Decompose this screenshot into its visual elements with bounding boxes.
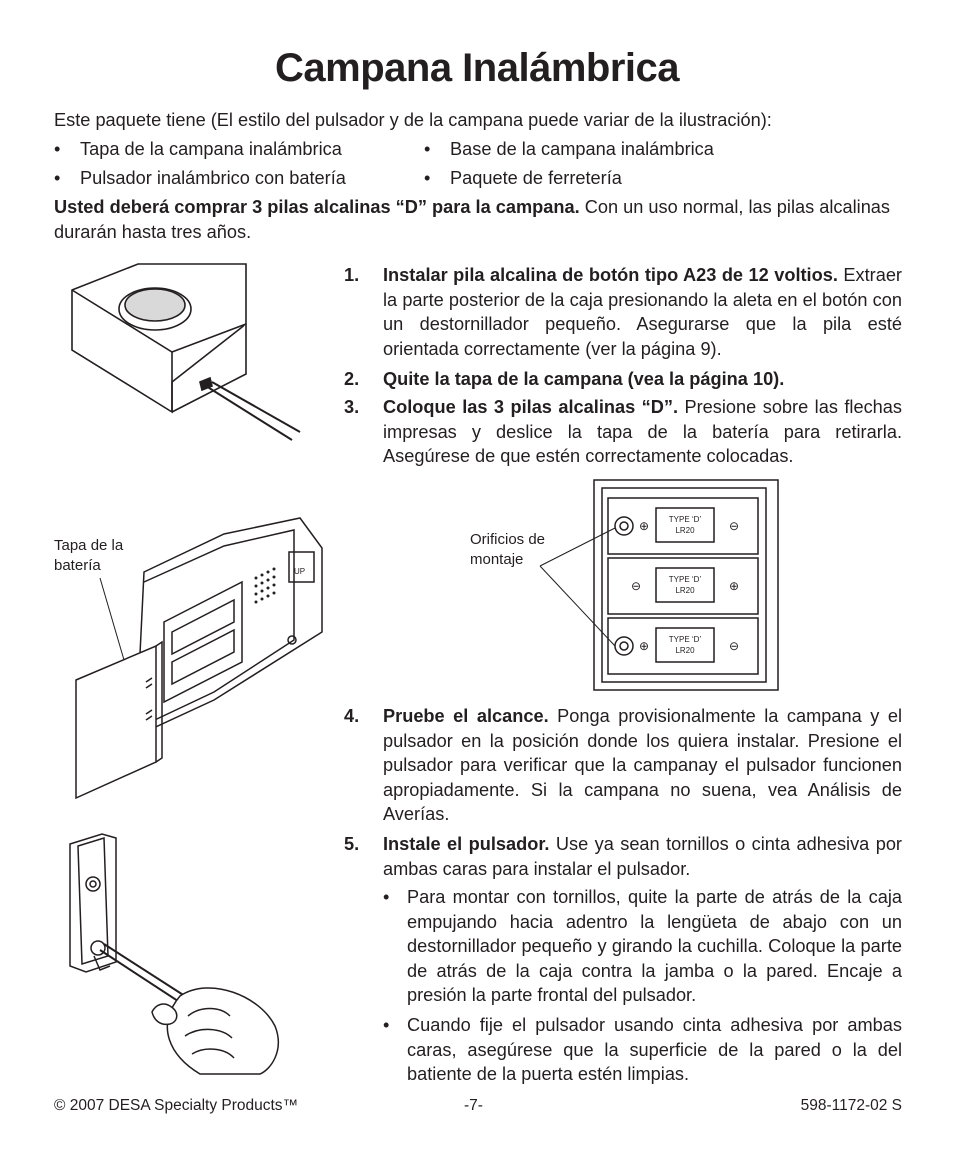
minus-icon: ⊖ <box>630 579 642 593</box>
battery-label: TYPE ‘D’ <box>668 635 702 644</box>
battery-label: LR20 <box>675 526 695 535</box>
plus-icon: ⊕ <box>728 579 740 593</box>
pushbutton-illustration <box>60 262 310 442</box>
page-title: Campana Inalámbrica <box>275 46 679 90</box>
hand-screwdriver-illustration <box>60 826 310 1076</box>
intro-text: Este paquete tiene (El estilo del pulsador y de la campana puede variar de la ilustración): <box>54 110 772 130</box>
contents-item: • Base de la campana inalámbrica <box>424 139 714 159</box>
footer-copyright: © 2007 DESA Specialty Products™ <box>54 1097 299 1114</box>
contents-item: • Pulsador inalámbrico con batería <box>54 168 346 188</box>
battery-note: Usted deberá comprar 3 pilas alcalinas “D” para la campana. Con un uso normal, las pilas alcalinas durarán hasta tres años. <box>54 197 891 242</box>
battery-label: LR20 <box>675 646 695 655</box>
contents-item: • Tapa de la campana inalámbrica <box>54 139 342 159</box>
caption-battery-cover: Tapa de la batería <box>54 537 124 574</box>
step-1: 1. Instalar pila alcalina de botón tipo A23 de 12 voltios. Extraer la parte posterior de la caja presionando la aleta en el botón con un destornillador pequeño. Asegurarse que la pila esté orientada correctamente (ver la página 9). <box>344 265 902 359</box>
step-4: 4. Pruebe el alcance. Ponga provisionalmente la campana y el pulsador en la posición donde los quiera instalar. Presione el pulsador para verificar que la campanay el pulsador funcionen apropiadamente. Si la campana no suena, vea Análisis de Averías. <box>344 706 902 825</box>
minus-icon: ⊖ <box>728 519 740 533</box>
step-2: 2. Quite la tapa de la campana (vea la página 10). <box>344 369 785 389</box>
minus-icon: ⊖ <box>728 639 740 653</box>
contents-item: • Paquete de ferretería <box>424 168 622 188</box>
footer-page-number: -7- <box>464 1097 483 1114</box>
battery-label: TYPE ‘D’ <box>668 515 702 524</box>
footer-part-number: 598-1172-02 S <box>800 1097 902 1114</box>
caption-mounting-holes: Orificios de montaje <box>470 531 546 568</box>
plus-icon: ⊕ <box>638 639 650 653</box>
battery-label: LR20 <box>675 586 695 595</box>
up-label: UP <box>294 567 306 576</box>
plus-icon: ⊕ <box>638 519 650 533</box>
sub-bullet-screws: • Para montar con tornillos, quite la parte de atrás de la caja empujando hacia adentro la lengüeta de abajo con un destornillador pequeño y girando la cuchilla. Coloque la parte de atrás de la caja contra la jamba o la pared. Encaje a presión la parte frontal del pulsador. <box>383 887 902 1006</box>
battery-cover-leader-line <box>94 576 134 666</box>
step-5: 5. Instale el pulsador. Use ya sean tornillos o cinta adhesiva por ambas caras para instalar el pulsador. <box>344 834 902 879</box>
step-3: 3. Coloque las 3 pilas alcalinas “D”. Presione sobre las flechas impresas y deslice la tapa de la batería para retirarla. Asegúrese de que estén correctamente colocadas. <box>344 397 902 467</box>
sub-bullet-tape: • Cuando fije el pulsador usando cinta adhesiva por ambas caras, asegúrese que la superficie de la pared o la del batiente de la puerta estén limpias. <box>383 1015 902 1085</box>
battery-label: TYPE ‘D’ <box>668 575 702 584</box>
